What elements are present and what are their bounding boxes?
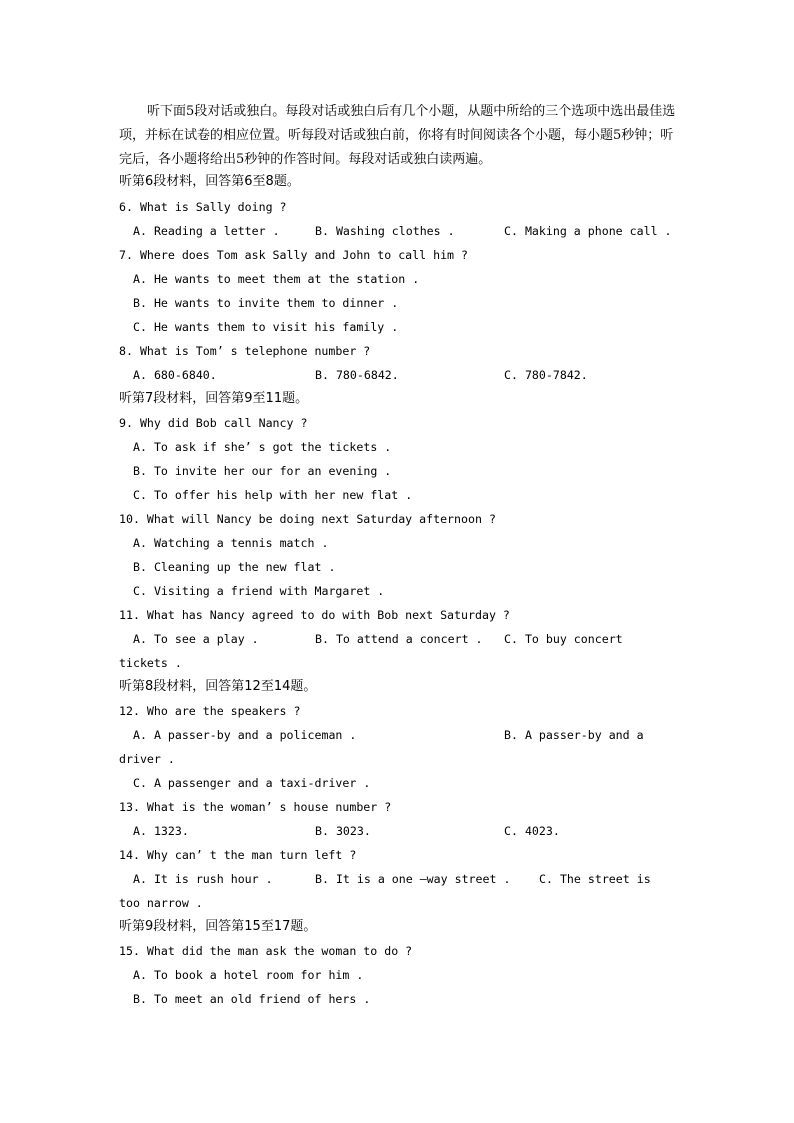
option-15a: A. To book a hotel room for him .	[133, 968, 364, 982]
option-14b: B. It is a one –way street .	[315, 872, 511, 886]
option-11a: A. To see a play .	[133, 632, 259, 646]
option-14a: A. It is rush hour .	[133, 872, 273, 886]
option-12b: B. A passer-by and a	[504, 728, 644, 742]
section-header-7: 听第7段材料，回答第9至11题。	[119, 391, 309, 406]
option-7c: C. He wants them to visit his family .	[133, 320, 399, 334]
question-14: 14. Why can’ t the man turn left ?	[119, 848, 357, 862]
question-7: 7. Where does Tom ask Sally and John to call him ?	[119, 248, 469, 262]
option-8b: B. 780-6842.	[315, 368, 399, 382]
question-9: 9. Why did Bob call Nancy ?	[119, 416, 308, 430]
option-13b: B. 3023.	[315, 824, 371, 838]
question-10: 10. What will Nancy be doing next Saturday afternoon ?	[119, 512, 496, 526]
option-12a: A. A passer-by and a policeman .	[133, 728, 357, 742]
option-14c-wrap: too narrow .	[119, 896, 203, 910]
option-6b: B. Washing clothes .	[315, 224, 455, 238]
option-15b: B. To meet an old friend of hers .	[133, 992, 371, 1006]
option-11c: C. To buy concert	[504, 632, 623, 646]
option-9c: C. To offer his help with her new flat .	[133, 488, 413, 502]
instructions-text: 听下面5段对话或独白。每段对话或独白后有几个小题，从题中所给的三个选项中选出最佳选项，并标在试卷的相应位置。听每段对话或独白前，你将有时间阅读各个小题，每小题5秒钟；听完后，各小题将给出5秒钟的作答时间。每段对话或独白读两遍。	[119, 104, 676, 167]
option-8c: C. 780-7842.	[504, 368, 588, 382]
option-6c: C. Making a phone call .	[504, 224, 672, 238]
option-10c: C. Visiting a friend with Margaret .	[133, 584, 385, 598]
option-11b: B. To attend a concert .	[315, 632, 483, 646]
option-9a: A. To ask if she’ s got the tickets .	[133, 440, 392, 454]
option-11c-wrap: tickets .	[119, 656, 182, 670]
question-11: 11. What has Nancy agreed to do with Bob next Saturday ?	[119, 608, 510, 622]
section-header-8: 听第8段材料，回答第12至14题。	[119, 679, 317, 694]
option-7b: B. He wants to invite them to dinner .	[133, 296, 399, 310]
listening-instructions	[119, 100, 679, 172]
option-8a: A. 680-6840.	[133, 368, 217, 382]
question-6: 6. What is Sally doing ?	[119, 200, 287, 214]
option-12c: C. A passenger and a taxi-driver .	[133, 776, 371, 790]
question-13: 13. What is the woman’ s house number ?	[119, 800, 392, 814]
option-7a: A. He wants to meet them at the station .	[133, 272, 420, 286]
question-15: 15. What did the man ask the woman to do ?	[119, 944, 413, 958]
option-10a: A. Watching a tennis match .	[133, 536, 329, 550]
option-13a: A. 1323.	[133, 824, 189, 838]
question-12: 12. Who are the speakers ?	[119, 704, 301, 718]
option-14c: C. The street is	[539, 872, 651, 886]
option-12b-wrap: driver .	[119, 752, 175, 766]
option-6a: A. Reading a letter .	[133, 224, 280, 238]
option-13c: C. 4023.	[504, 824, 560, 838]
option-10b: B. Cleaning up the new flat .	[133, 560, 336, 574]
section-header-6: 听第6段材料，回答第6至8题。	[119, 174, 300, 189]
question-8: 8. What is Tom’ s telephone number ?	[119, 344, 371, 358]
section-header-9: 听第9段材料，回答第15至17题。	[119, 919, 317, 934]
option-9b: B. To invite her our for an evening .	[133, 464, 392, 478]
